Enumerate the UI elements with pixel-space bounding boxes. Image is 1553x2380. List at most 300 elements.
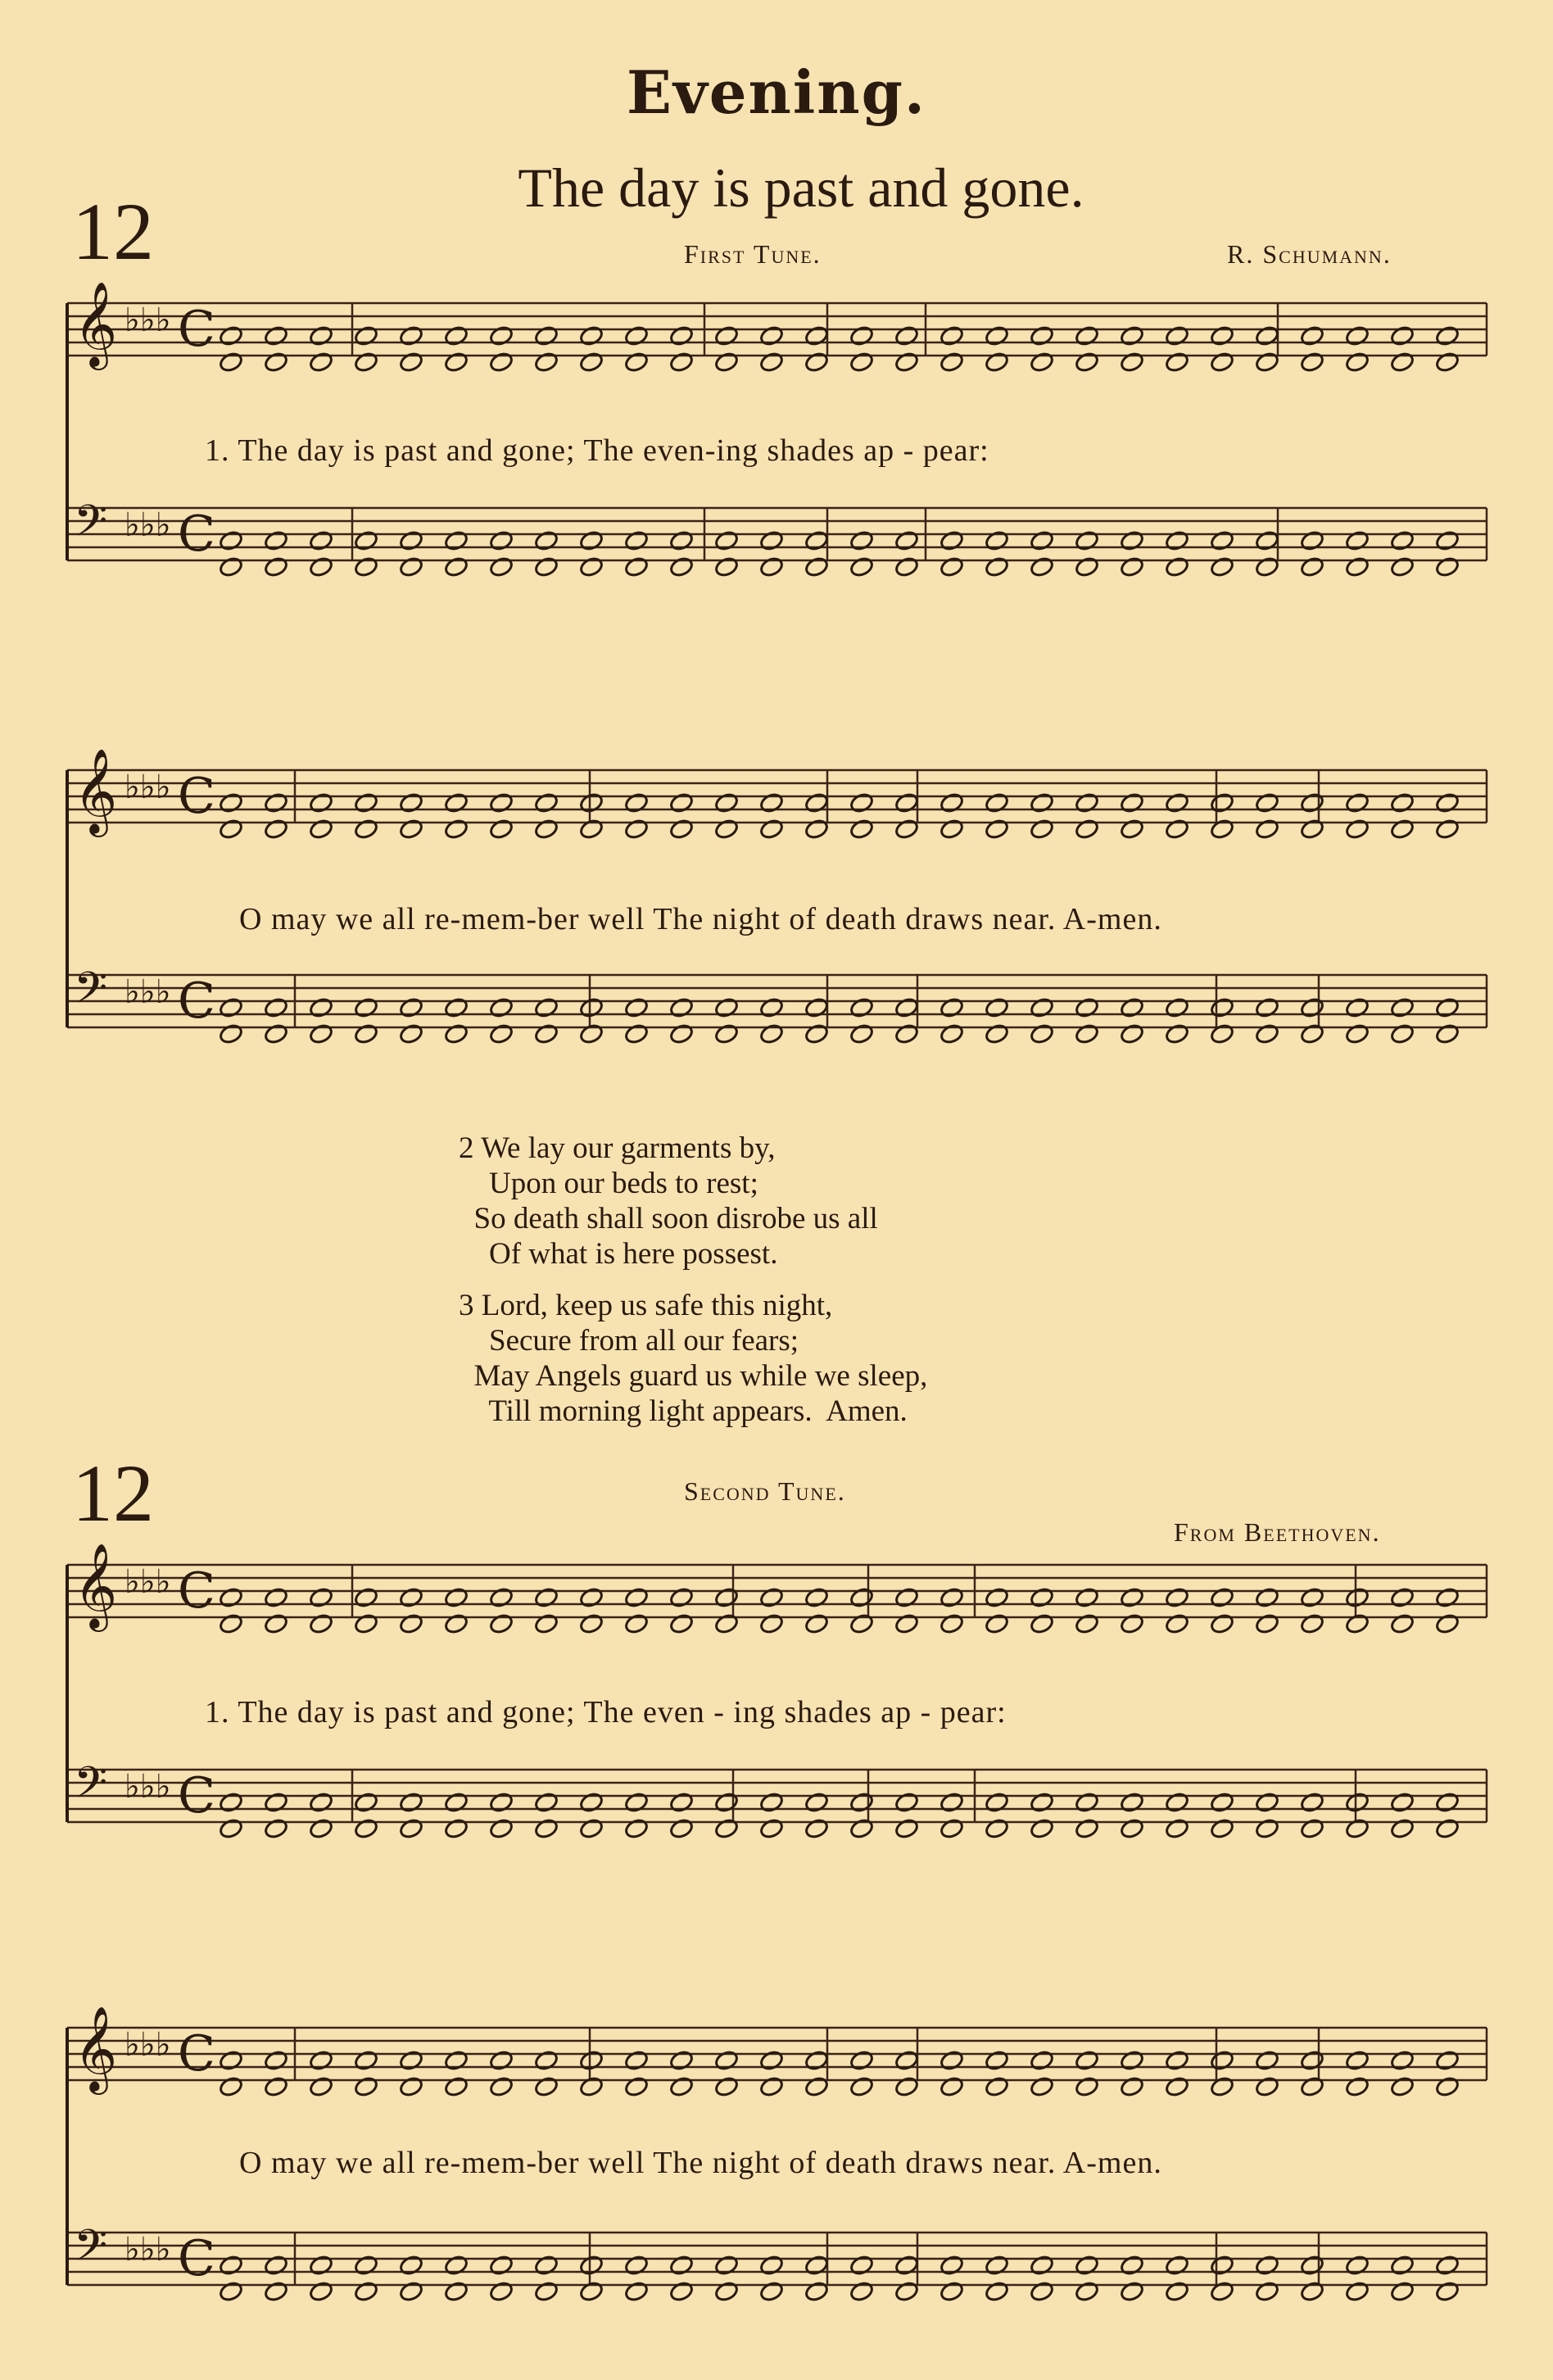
note-head-icon — [1074, 1586, 1099, 1608]
note-head-icon — [398, 555, 423, 578]
bass-staff — [67, 2221, 1487, 2303]
note-head-icon — [1209, 1817, 1234, 1839]
note-head-icon — [804, 818, 829, 840]
verse-line: Upon our beds to rest; — [459, 1167, 758, 1200]
verse-3 — [459, 1288, 927, 1429]
note-head-icon — [263, 2049, 288, 2071]
note-head-icon — [804, 1022, 829, 1045]
note-head-icon — [533, 1817, 559, 1839]
note-head-icon — [1299, 555, 1324, 578]
note-head-icon — [1029, 2254, 1054, 2276]
note-head-icon — [758, 1612, 784, 1634]
note-head-icon — [1029, 1586, 1054, 1608]
note-head-icon — [758, 555, 784, 578]
note-head-icon — [1434, 2254, 1460, 2276]
note-head-icon — [1299, 791, 1324, 814]
note-head-icon — [623, 324, 649, 347]
note-head-icon — [1299, 1022, 1324, 1045]
bass-staff — [67, 496, 1487, 578]
note-head-icon — [578, 1022, 604, 1045]
note-head-icon — [894, 555, 919, 578]
note-head-icon — [218, 1586, 243, 1608]
note-head-icon — [1119, 351, 1144, 373]
note-head-icon — [398, 818, 423, 840]
note-head-icon — [758, 2254, 784, 2276]
note-head-icon — [668, 1022, 694, 1045]
note-head-icon — [804, 1586, 829, 1608]
note-head-icon — [1434, 2049, 1460, 2071]
bass-clef-icon: 𝄢 — [74, 2221, 108, 2282]
note-head-icon — [1209, 1612, 1234, 1634]
bass-staff — [67, 1758, 1487, 1840]
note-head-icon — [1344, 1022, 1370, 1045]
note-head-icon — [623, 2254, 649, 2276]
note-head-icon — [488, 1586, 514, 1608]
hymn-number: 12 — [72, 186, 154, 277]
note-head-icon — [1029, 1612, 1054, 1634]
note-head-icon — [1164, 351, 1189, 373]
note-head-icon — [758, 2280, 784, 2302]
first-tune-label: First Tune. — [684, 239, 822, 269]
note-head-icon — [1434, 351, 1460, 373]
note-head-icon — [1164, 1612, 1189, 1634]
note-head-icon — [398, 529, 423, 551]
note-head-icon — [578, 555, 604, 578]
note-head-icon — [1299, 1612, 1324, 1634]
note-head-icon — [488, 324, 514, 347]
note-head-icon — [984, 2254, 1009, 2276]
note-head-icon — [1299, 324, 1324, 347]
note-head-icon — [849, 996, 874, 1018]
note-head-icon — [758, 1791, 784, 1813]
note-head-icon — [1254, 1022, 1279, 1045]
note-head-icon — [443, 1791, 469, 1813]
note-head-icon — [218, 2075, 243, 2097]
note-head-icon — [1389, 818, 1415, 840]
note-head-icon — [668, 2254, 694, 2276]
note-head-icon — [1299, 996, 1324, 1018]
treble-staff — [67, 1543, 1487, 1635]
note-head-icon — [1119, 2280, 1144, 2302]
note-head-icon — [263, 818, 288, 840]
note-head-icon — [353, 351, 378, 373]
note-head-icon — [1119, 1612, 1144, 1634]
note-head-icon — [353, 1817, 378, 1839]
note-head-icon — [1029, 1791, 1054, 1813]
note-head-icon — [533, 1612, 559, 1634]
note-head-icon — [443, 324, 469, 347]
note-head-icon — [1164, 2075, 1189, 2097]
note-head-icon — [849, 1586, 874, 1608]
note-head-icon — [804, 1817, 829, 1839]
bass-clef-icon: 𝄢 — [74, 496, 108, 557]
note-head-icon — [533, 2254, 559, 2276]
note-head-icon — [894, 2280, 919, 2302]
note-head-icon — [1029, 996, 1054, 1018]
lyrics-tune2-line1: 1. The day is past and gone; The even - ing shades ap - pear: — [205, 1695, 1007, 1729]
note-head-icon — [1389, 2075, 1415, 2097]
note-head-icon — [1344, 555, 1370, 578]
note-head-icon — [218, 2254, 243, 2276]
note-head-icon — [758, 2075, 784, 2097]
note-head-icon — [308, 996, 333, 1018]
note-head-icon — [1209, 529, 1234, 551]
note-head-icon — [758, 1817, 784, 1839]
note-head-icon — [1389, 1022, 1415, 1045]
note-head-icon — [668, 351, 694, 373]
treble-clef-icon: 𝄞 — [74, 1543, 118, 1629]
note-head-icon — [668, 2280, 694, 2302]
note-head-icon — [1119, 791, 1144, 814]
note-head-icon — [894, 2049, 919, 2071]
note-head-icon — [713, 1791, 739, 1813]
treble-staff — [67, 281, 1487, 374]
note-head-icon — [1389, 791, 1415, 814]
note-head-icon — [1074, 324, 1099, 347]
time-signature-icon: C — [178, 2025, 215, 2083]
note-head-icon — [1164, 1022, 1189, 1045]
time-signature-icon: C — [178, 1767, 215, 1825]
note-head-icon — [1119, 529, 1144, 551]
note-head-icon — [1344, 818, 1370, 840]
note-head-icon — [488, 791, 514, 814]
note-head-icon — [1389, 1817, 1415, 1839]
note-head-icon — [894, 1586, 919, 1608]
note-head-icon — [443, 996, 469, 1018]
note-head-icon — [308, 351, 333, 373]
note-head-icon — [804, 555, 829, 578]
note-head-icon — [1389, 2049, 1415, 2071]
note-head-icon — [804, 324, 829, 347]
note-head-icon — [1029, 2075, 1054, 2097]
note-head-icon — [713, 1817, 739, 1839]
note-head-icon — [1074, 555, 1099, 578]
note-head-icon — [758, 324, 784, 347]
note-head-icon — [218, 529, 243, 551]
note-head-icon — [849, 324, 874, 347]
note-head-icon — [713, 351, 739, 373]
note-head-icon — [488, 1022, 514, 1045]
note-head-icon — [1254, 818, 1279, 840]
verse-2 — [459, 1131, 878, 1272]
note-head-icon — [398, 2280, 423, 2302]
note-head-icon — [939, 2254, 964, 2276]
note-head-icon — [578, 1817, 604, 1839]
note-head-icon — [218, 818, 243, 840]
note-head-icon — [263, 1612, 288, 1634]
verse-line: 2 We lay our garments by, — [459, 1131, 776, 1165]
note-head-icon — [1074, 2075, 1099, 2097]
note-head-icon — [1434, 324, 1460, 347]
note-head-icon — [849, 351, 874, 373]
note-head-icon — [623, 1817, 649, 1839]
note-head-icon — [713, 2280, 739, 2302]
note-head-icon — [218, 2049, 243, 2071]
note-head-icon — [1344, 324, 1370, 347]
note-head-icon — [218, 2280, 243, 2302]
note-head-icon — [939, 791, 964, 814]
note-head-icon — [443, 791, 469, 814]
note-head-icon — [984, 1586, 1009, 1608]
note-head-icon — [1254, 1791, 1279, 1813]
hymn-title: The day is past and gone. — [518, 156, 1084, 219]
note-head-icon — [1389, 2254, 1415, 2276]
note-head-icon — [668, 324, 694, 347]
note-head-icon — [218, 1612, 243, 1634]
treble-clef-icon: 𝄞 — [74, 2006, 118, 2092]
note-head-icon — [1254, 351, 1279, 373]
note-head-icon — [894, 2254, 919, 2276]
note-head-icon — [1434, 996, 1460, 1018]
note-head-icon — [308, 555, 333, 578]
note-head-icon — [939, 2049, 964, 2071]
note-head-icon — [578, 2049, 604, 2071]
note-head-icon — [308, 1022, 333, 1045]
note-head-icon — [578, 818, 604, 840]
note-head-icon — [533, 791, 559, 814]
note-head-icon — [1209, 1022, 1234, 1045]
time-signature-icon: C — [178, 505, 215, 563]
note-head-icon — [623, 1612, 649, 1634]
note-head-icon — [1344, 2280, 1370, 2302]
note-head-icon — [939, 818, 964, 840]
note-head-icon — [308, 1817, 333, 1839]
note-head-icon — [758, 351, 784, 373]
note-head-icon — [263, 555, 288, 578]
lyrics-tune2-line2: O may we all re-mem-ber well The night of death draws near. A-men. — [239, 2146, 1162, 2180]
note-head-icon — [1434, 529, 1460, 551]
note-head-icon — [1209, 2049, 1234, 2071]
note-head-icon — [308, 818, 333, 840]
note-head-icon — [398, 2049, 423, 2071]
note-head-icon — [443, 555, 469, 578]
note-head-icon — [1389, 555, 1415, 578]
key-signature-icon: ♭♭♭ — [125, 2026, 171, 2064]
note-head-icon — [939, 1817, 964, 1839]
note-head-icon — [939, 351, 964, 373]
note-head-icon — [1029, 791, 1054, 814]
note-head-icon — [984, 1817, 1009, 1839]
note-head-icon — [713, 529, 739, 551]
note-head-icon — [1119, 818, 1144, 840]
hymn-number-second: 12 — [72, 1448, 154, 1539]
note-head-icon — [263, 324, 288, 347]
note-head-icon — [1344, 351, 1370, 373]
note-head-icon — [1029, 2280, 1054, 2302]
note-head-icon — [1389, 529, 1415, 551]
note-head-icon — [894, 351, 919, 373]
note-head-icon — [533, 2280, 559, 2302]
note-head-icon — [1299, 2280, 1324, 2302]
note-head-icon — [894, 1022, 919, 1045]
time-signature-icon: C — [178, 301, 215, 358]
note-head-icon — [1074, 1817, 1099, 1839]
note-head-icon — [398, 1612, 423, 1634]
note-head-icon — [1254, 2280, 1279, 2302]
note-head-icon — [218, 996, 243, 1018]
note-head-icon — [1299, 529, 1324, 551]
note-head-icon — [668, 529, 694, 551]
note-head-icon — [713, 996, 739, 1018]
note-head-icon — [218, 1022, 243, 1045]
note-head-icon — [1434, 1586, 1460, 1608]
note-head-icon — [713, 555, 739, 578]
note-head-icon — [1389, 996, 1415, 1018]
note-head-icon — [713, 1022, 739, 1045]
note-head-icon — [623, 529, 649, 551]
note-head-icon — [578, 324, 604, 347]
note-head-icon — [1119, 2254, 1144, 2276]
note-head-icon — [1434, 1791, 1460, 1813]
note-head-icon — [1389, 324, 1415, 347]
key-signature-icon: ♭♭♭ — [125, 2231, 171, 2269]
note-head-icon — [1164, 1791, 1189, 1813]
note-head-icon — [1254, 1586, 1279, 1608]
note-head-icon — [1074, 529, 1099, 551]
note-head-icon — [849, 818, 874, 840]
note-head-icon — [984, 2075, 1009, 2097]
note-head-icon — [713, 2075, 739, 2097]
music-system-4 — [0, 2003, 1553, 2380]
note-head-icon — [668, 1791, 694, 1813]
bass-staff — [67, 963, 1487, 1045]
note-head-icon — [668, 1612, 694, 1634]
note-head-icon — [218, 351, 243, 373]
note-head-icon — [353, 1612, 378, 1634]
note-head-icon — [353, 555, 378, 578]
note-head-icon — [939, 1791, 964, 1813]
note-head-icon — [263, 996, 288, 1018]
note-head-icon — [1299, 1586, 1324, 1608]
note-head-icon — [1209, 555, 1234, 578]
note-head-icon — [308, 2254, 333, 2276]
note-head-icon — [398, 351, 423, 373]
note-head-icon — [758, 996, 784, 1018]
note-head-icon — [1029, 324, 1054, 347]
note-head-icon — [1209, 324, 1234, 347]
note-head-icon — [308, 1612, 333, 1634]
note-head-icon — [849, 529, 874, 551]
note-head-icon — [263, 1791, 288, 1813]
note-head-icon — [1074, 351, 1099, 373]
note-head-icon — [804, 2254, 829, 2276]
note-head-icon — [533, 2075, 559, 2097]
note-head-icon — [1434, 818, 1460, 840]
note-head-icon — [894, 2075, 919, 2097]
verse-line: Till morning light appears. Amen. — [459, 1394, 908, 1428]
note-head-icon — [939, 2280, 964, 2302]
note-head-icon — [894, 818, 919, 840]
note-head-icon — [533, 1791, 559, 1813]
time-signature-icon: C — [178, 1562, 215, 1620]
note-head-icon — [353, 1022, 378, 1045]
note-head-icon — [623, 818, 649, 840]
note-head-icon — [1254, 2049, 1279, 2071]
note-head-icon — [578, 1612, 604, 1634]
note-head-icon — [1164, 1817, 1189, 1839]
note-head-icon — [623, 996, 649, 1018]
note-head-icon — [758, 818, 784, 840]
note-head-icon — [939, 529, 964, 551]
note-head-icon — [668, 2049, 694, 2071]
note-head-icon — [939, 996, 964, 1018]
note-head-icon — [578, 996, 604, 1018]
note-head-icon — [533, 529, 559, 551]
note-head-icon — [668, 1586, 694, 1608]
treble-staff — [67, 2006, 1487, 2098]
note-head-icon — [398, 1817, 423, 1839]
note-head-icon — [353, 996, 378, 1018]
note-head-icon — [939, 1022, 964, 1045]
note-head-icon — [1299, 1817, 1324, 1839]
note-head-icon — [713, 818, 739, 840]
note-head-icon — [758, 1022, 784, 1045]
note-head-icon — [1344, 1612, 1370, 1634]
note-head-icon — [353, 818, 378, 840]
note-head-icon — [758, 2049, 784, 2071]
note-head-icon — [804, 2049, 829, 2071]
note-head-icon — [578, 1586, 604, 1608]
note-head-icon — [398, 1022, 423, 1045]
note-head-icon — [443, 1586, 469, 1608]
note-head-icon — [894, 1612, 919, 1634]
note-head-icon — [1299, 818, 1324, 840]
note-head-icon — [578, 2280, 604, 2302]
note-head-icon — [1119, 2075, 1144, 2097]
note-head-icon — [849, 2049, 874, 2071]
note-head-icon — [443, 2049, 469, 2071]
lyrics-tune1-line1: 1. The day is past and gone; The even-ing shades ap - pear: — [205, 433, 989, 468]
note-head-icon — [1254, 529, 1279, 551]
note-head-icon — [1209, 2075, 1234, 2097]
note-head-icon — [1164, 2049, 1189, 2071]
bass-clef-icon: 𝄢 — [74, 1758, 108, 1819]
verse-line: 3 Lord, keep us safe this night, — [459, 1289, 833, 1322]
note-head-icon — [623, 1022, 649, 1045]
note-head-icon — [308, 791, 333, 814]
note-head-icon — [353, 324, 378, 347]
note-head-icon — [308, 2280, 333, 2302]
note-head-icon — [533, 818, 559, 840]
note-head-icon — [1119, 1817, 1144, 1839]
note-head-icon — [1074, 2254, 1099, 2276]
note-head-icon — [1254, 2254, 1279, 2276]
note-head-icon — [263, 791, 288, 814]
note-head-icon — [1074, 2049, 1099, 2071]
note-head-icon — [984, 1612, 1009, 1634]
note-head-icon — [1029, 529, 1054, 551]
bass-clef-icon: 𝄢 — [74, 963, 108, 1024]
note-head-icon — [804, 2280, 829, 2302]
note-head-icon — [488, 529, 514, 551]
key-signature-icon: ♭♭♭ — [125, 768, 171, 806]
note-head-icon — [1389, 1612, 1415, 1634]
note-head-icon — [443, 2254, 469, 2276]
note-head-icon — [849, 791, 874, 814]
note-head-icon — [533, 555, 559, 578]
note-head-icon — [488, 2254, 514, 2276]
page-heading: Evening. — [627, 57, 926, 127]
note-head-icon — [263, 1022, 288, 1045]
note-head-icon — [1209, 1586, 1234, 1608]
note-head-icon — [218, 1791, 243, 1813]
note-head-icon — [623, 351, 649, 373]
first-tune-composer: R. Schumann. — [1227, 239, 1392, 269]
note-head-icon — [804, 791, 829, 814]
key-signature-icon: ♭♭♭ — [125, 1563, 171, 1601]
note-head-icon — [984, 555, 1009, 578]
note-head-icon — [308, 2075, 333, 2097]
